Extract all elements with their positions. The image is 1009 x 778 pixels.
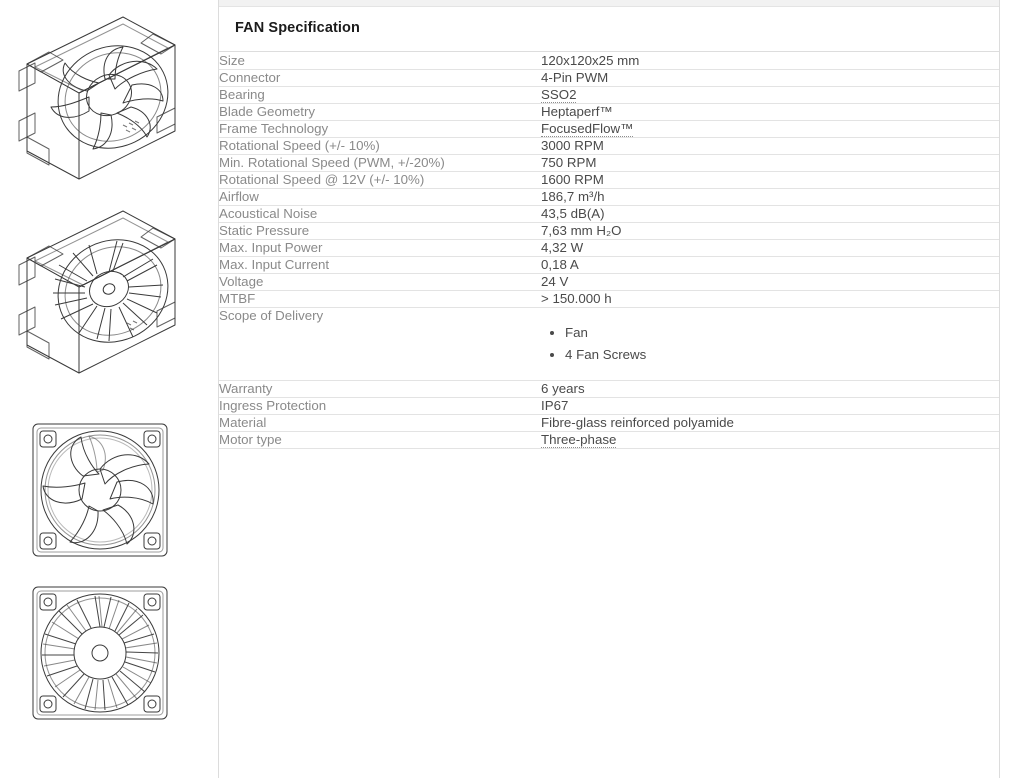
table-row	[219, 240, 999, 257]
table-row	[219, 121, 999, 138]
spec-value: Fibre-glass reinforced polyamide	[541, 415, 999, 432]
table-row	[219, 398, 999, 415]
table-row	[219, 87, 999, 104]
spec-label: Max. Input Current	[219, 257, 541, 274]
spec-label: Voltage	[219, 274, 541, 291]
fan-specification-panel	[218, 0, 1000, 778]
spec-value: 750 RPM	[541, 155, 999, 172]
spec-label: Rotational Speed (+/- 10%)	[219, 138, 541, 155]
spec-label: Frame Technology	[219, 121, 541, 138]
spec-label: Size	[219, 53, 541, 70]
panel-top-strip	[219, 0, 999, 7]
spec-label: Motor type	[219, 432, 541, 449]
product-image-fan-front-perspective[interactable]	[0, 6, 200, 191]
spec-label: Warranty	[219, 381, 541, 398]
page-title: FAN Specification	[235, 20, 360, 36]
table-row	[219, 223, 999, 240]
spec-label: Scope of Delivery	[219, 308, 541, 381]
spec-value: 3000 RPM	[541, 138, 999, 155]
table-row	[219, 206, 999, 223]
table-row	[219, 189, 999, 206]
spec-value: 4,32 W	[541, 240, 999, 257]
panel-header	[219, 7, 999, 52]
spec-value: 1600 RPM	[541, 172, 999, 189]
spec-label: Connector	[219, 70, 541, 87]
spec-label: Material	[219, 415, 541, 432]
table-row	[219, 53, 999, 70]
list-item: • 4 Fan Screws	[565, 344, 999, 366]
product-image-fan-rear-view[interactable]	[0, 578, 200, 728]
table-row	[219, 138, 999, 155]
product-image-gallery	[0, 0, 218, 778]
table-row	[219, 155, 999, 172]
spec-label: Airflow	[219, 189, 541, 206]
spec-value-hint-bearing[interactable]: SSO2	[541, 87, 577, 102]
table-row	[219, 274, 999, 291]
table-row	[219, 415, 999, 432]
spec-label: Rotational Speed @ 12V (+/- 10%)	[219, 172, 541, 189]
spec-value: 24 V	[541, 274, 999, 291]
spec-label: MTBF	[219, 291, 541, 308]
spec-value: 4-Pin PWM	[541, 70, 999, 87]
spec-value-hint-motor-type[interactable]: Three-phase	[541, 432, 617, 447]
spec-label: Min. Rotational Speed (PWM, +/-20%)	[219, 155, 541, 172]
scope-of-delivery-list	[541, 322, 999, 366]
spec-label: Blade Geometry	[219, 104, 541, 121]
spec-value: Heptaperf™	[541, 104, 999, 121]
table-row	[219, 172, 999, 189]
spec-value: IP67	[541, 398, 999, 415]
table-row	[219, 291, 999, 308]
spec-value: 0,18 A	[541, 257, 999, 274]
product-image-fan-rear-perspective[interactable]	[0, 200, 200, 385]
spec-value: 6 years	[541, 381, 999, 398]
table-row	[219, 257, 999, 274]
table-row-scope-of-delivery	[219, 308, 999, 381]
spec-value	[541, 432, 999, 449]
spec-value-hint-frame-technology[interactable]: FocusedFlow™	[541, 121, 634, 136]
spec-label: Static Pressure	[219, 223, 541, 240]
spec-label: Ingress Protection	[219, 398, 541, 415]
table-row	[219, 432, 999, 449]
product-image-fan-front-view[interactable]	[0, 415, 200, 565]
spec-value	[541, 87, 999, 104]
spec-value: 186,7 m³/h	[541, 189, 999, 206]
spec-value: > 150.000 h	[541, 291, 999, 308]
spec-value	[541, 121, 999, 138]
table-row	[219, 104, 999, 121]
spec-label: Max. Input Power	[219, 240, 541, 257]
list-item: • Fan	[565, 322, 999, 344]
spec-value: 120x120x25 mm	[541, 53, 999, 70]
spec-value	[541, 308, 999, 381]
spec-label: Bearing	[219, 87, 541, 104]
spec-label: Acoustical Noise	[219, 206, 541, 223]
table-row	[219, 70, 999, 87]
specification-table-body	[219, 53, 999, 449]
specification-table	[219, 53, 999, 449]
spec-value: 43,5 dB(A)	[541, 206, 999, 223]
spec-value: 7,63 mm H₂O	[541, 223, 999, 240]
table-row	[219, 381, 999, 398]
